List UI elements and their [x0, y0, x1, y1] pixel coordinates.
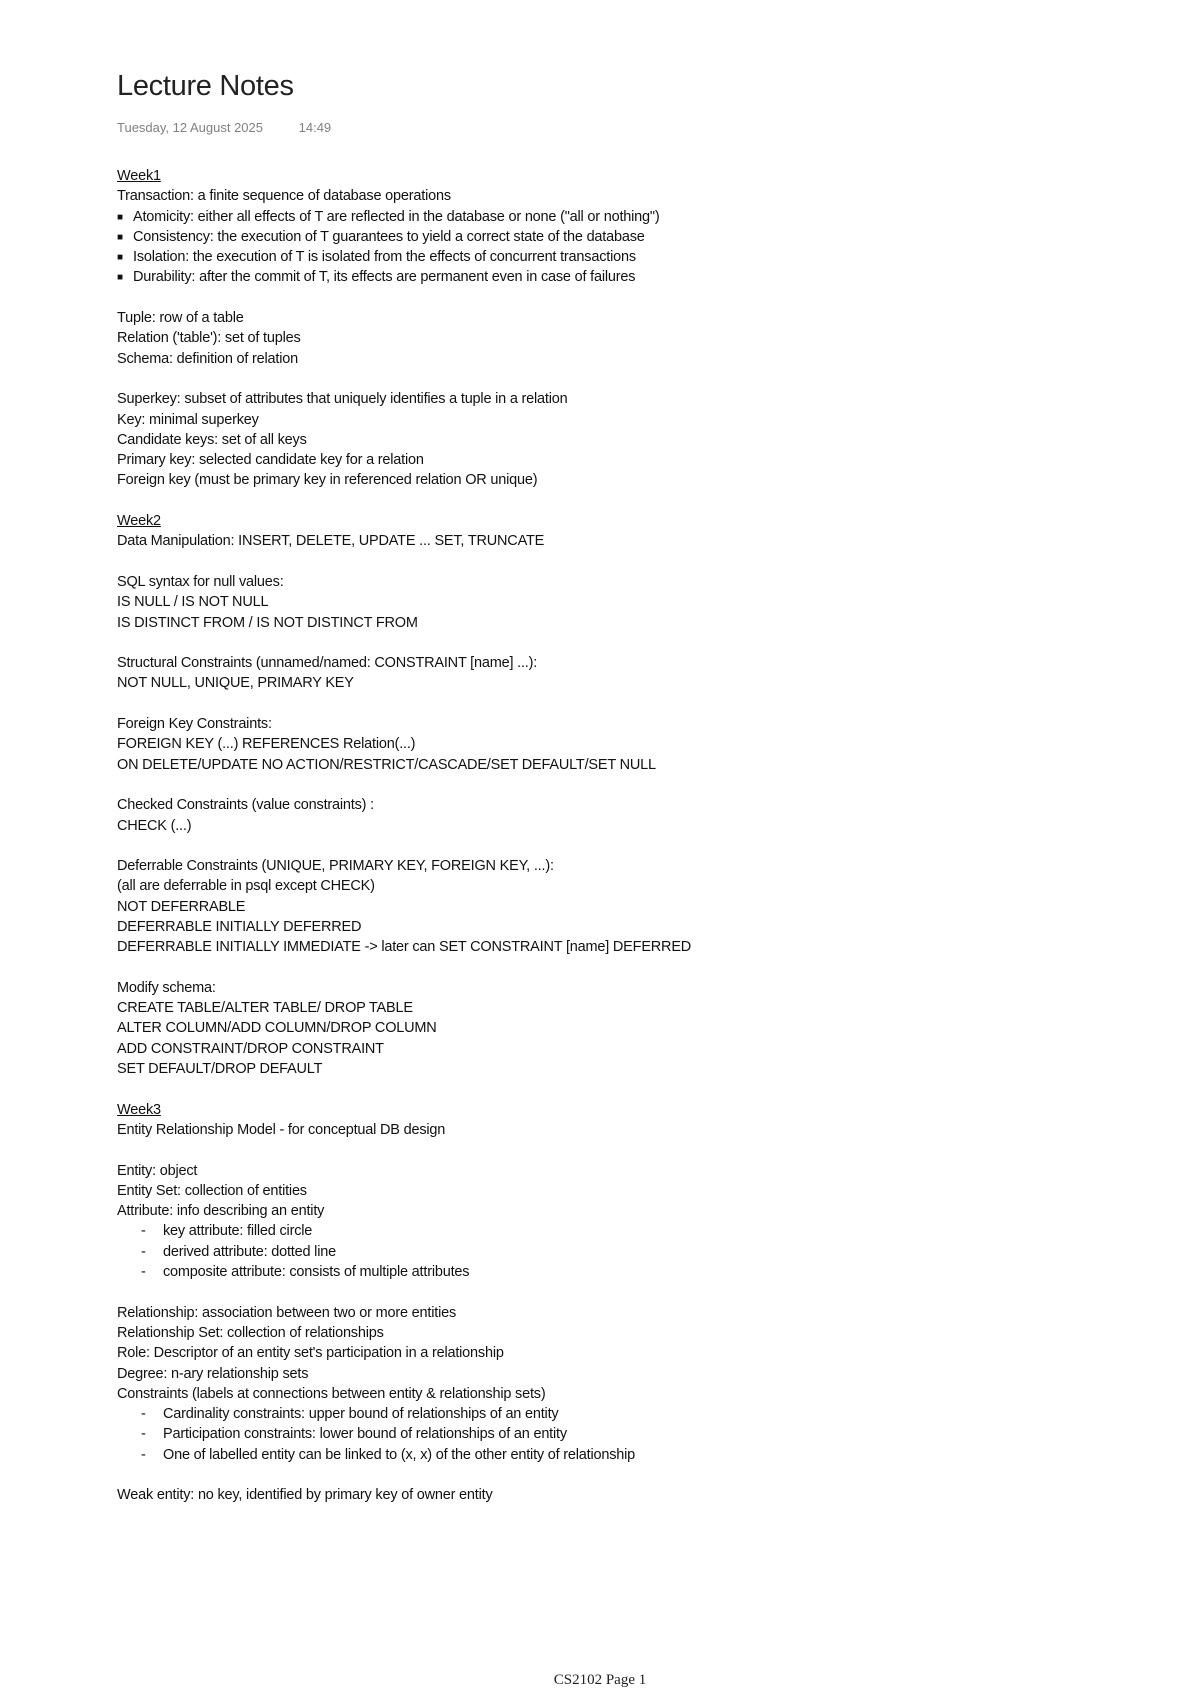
- note-line: DEFERRABLE INITIALLY IMMEDIATE -> later can SET CONSTRAINT [name] DEFERRED: [117, 939, 692, 956]
- note-line: Entity Set: collection of entities: [117, 1182, 307, 1199]
- blank-line: [117, 1282, 1017, 1302]
- note-line: SET DEFAULT/DROP DEFAULT: [117, 1061, 323, 1078]
- note-line: Primary key: selected candidate key for a relation: [117, 452, 424, 469]
- note-line: Transaction: a finite sequence of database operations: [117, 188, 451, 205]
- note-line: IS NULL / IS NOT NULL: [117, 594, 269, 611]
- note-line: Weak entity: no key, identified by primary key of owner entity: [117, 1487, 493, 1504]
- page-metadata: [117, 120, 331, 135]
- dash-list-item: - derived attribute: dotted line: [117, 1242, 1017, 1262]
- blank-line: [117, 369, 1017, 389]
- note-line: Entity: object: [117, 1162, 198, 1179]
- bullet-item: ■ Durability: after the commit of T, its effects are permanent even in case of failures: [117, 267, 1017, 287]
- section-heading: Week1: [117, 168, 161, 184]
- note-line: Foreign key (must be primary key in referenced relation OR unique): [117, 472, 538, 489]
- section-heading: Week2: [117, 513, 161, 530]
- dash-list-item: - Cardinality constraints: upper bound of relationships of an entity: [117, 1404, 1017, 1424]
- note-line: ON DELETE/UPDATE NO ACTION/RESTRICT/CASCADE/SET DEFAULT/SET NULL: [117, 756, 656, 773]
- note-line: SQL syntax for null values:: [117, 573, 284, 590]
- note-line: ADD CONSTRAINT/DROP CONSTRAINT: [117, 1040, 384, 1057]
- note-line: NOT DEFERRABLE: [117, 898, 246, 915]
- blank-line: [117, 491, 1017, 511]
- note-line: Deferrable Constraints (UNIQUE, PRIMARY KEY, FOREIGN KEY, ...):: [117, 858, 554, 875]
- dash-list-item: - key attribute: filled circle: [117, 1221, 1017, 1241]
- blank-line: [117, 836, 1017, 856]
- note-line: CHECK (...): [117, 817, 192, 834]
- note-line: Foreign Key Constraints:: [117, 716, 272, 733]
- note-line: Relationship: association between two or more entities: [117, 1304, 456, 1321]
- bullet-item: ■ Isolation: the execution of T is isolated from the effects of concurrent transactions: [117, 247, 1017, 267]
- note-line: NOT NULL, UNIQUE, PRIMARY KEY: [117, 675, 354, 692]
- blank-line: [117, 552, 1017, 572]
- note-line: (all are deferrable in psql except CHECK): [117, 878, 375, 895]
- note-line: Relationship Set: collection of relationships: [117, 1324, 384, 1341]
- note-line: Constraints (labels at connections between entity & relationship sets): [117, 1385, 546, 1402]
- dash-list-item: - composite attribute: consists of multiple attributes: [117, 1262, 1017, 1282]
- blank-line: [117, 1465, 1017, 1485]
- note-line: Checked Constraints (value constraints) :: [117, 797, 374, 814]
- note-body[interactable]: [117, 166, 1017, 1506]
- blank-line: [117, 958, 1017, 978]
- blank-line: [117, 633, 1017, 653]
- note-line: FOREIGN KEY (...) REFERENCES Relation(...): [117, 736, 416, 753]
- page-footer: CS2102 Page 1: [553, 1672, 647, 1688]
- page-date: Tuesday, 12 August 2025: [117, 120, 263, 135]
- dash-list-item: - Participation constraints: lower bound of relationships of an entity: [117, 1424, 1017, 1444]
- note-line: ALTER COLUMN/ADD COLUMN/DROP COLUMN: [117, 1020, 437, 1037]
- note-line: Candidate keys: set of all keys: [117, 431, 307, 448]
- blank-line: [117, 288, 1017, 308]
- blank-line: [117, 1079, 1017, 1099]
- note-line: DEFERRABLE INITIALLY DEFERRED: [117, 918, 362, 935]
- section-heading: Week3: [117, 1101, 161, 1118]
- page-title: Lecture Notes: [117, 70, 294, 102]
- bullet-item: ■ Atomicity: either all effects of T are reflected in the database or none ("all or nothing"): [117, 207, 1017, 227]
- note-line: Structural Constraints (unnamed/named: CONSTRAINT [name] ...):: [117, 655, 538, 672]
- note-line: IS DISTINCT FROM / IS NOT DISTINCT FROM: [117, 614, 418, 631]
- blank-line: [117, 694, 1017, 714]
- page-time: 14:49: [298, 120, 332, 135]
- note-line: Role: Descriptor of an entity set's participation in a relationship: [117, 1345, 504, 1362]
- note-line: Key: minimal superkey: [117, 411, 259, 428]
- note-line: Attribute: info describing an entity: [117, 1203, 325, 1220]
- blank-line: [117, 1140, 1017, 1160]
- dash-list-item: - One of labelled entity can be linked to (x, x) of the other entity of relationship: [117, 1445, 1017, 1465]
- note-line: Data Manipulation: INSERT, DELETE, UPDATE ... SET, TRUNCATE: [117, 533, 545, 550]
- note-line: Tuple: row of a table: [117, 310, 244, 327]
- note-line: Modify schema:: [117, 979, 216, 996]
- bullet-item: ■ Consistency: the execution of T guarantees to yield a correct state of the database: [117, 227, 1017, 247]
- note-line: Entity Relationship Model - for conceptual DB design: [117, 1121, 446, 1138]
- blank-line: [117, 775, 1017, 795]
- note-line: Schema: definition of relation: [117, 350, 298, 367]
- note-line: Degree: n-ary relationship sets: [117, 1365, 309, 1382]
- note-line: Relation ('table'): set of tuples: [117, 330, 301, 347]
- note-line: CREATE TABLE/ALTER TABLE/ DROP TABLE: [117, 1000, 413, 1017]
- note-line: Superkey: subset of attributes that uniquely identifies a tuple in a relation: [117, 391, 568, 408]
